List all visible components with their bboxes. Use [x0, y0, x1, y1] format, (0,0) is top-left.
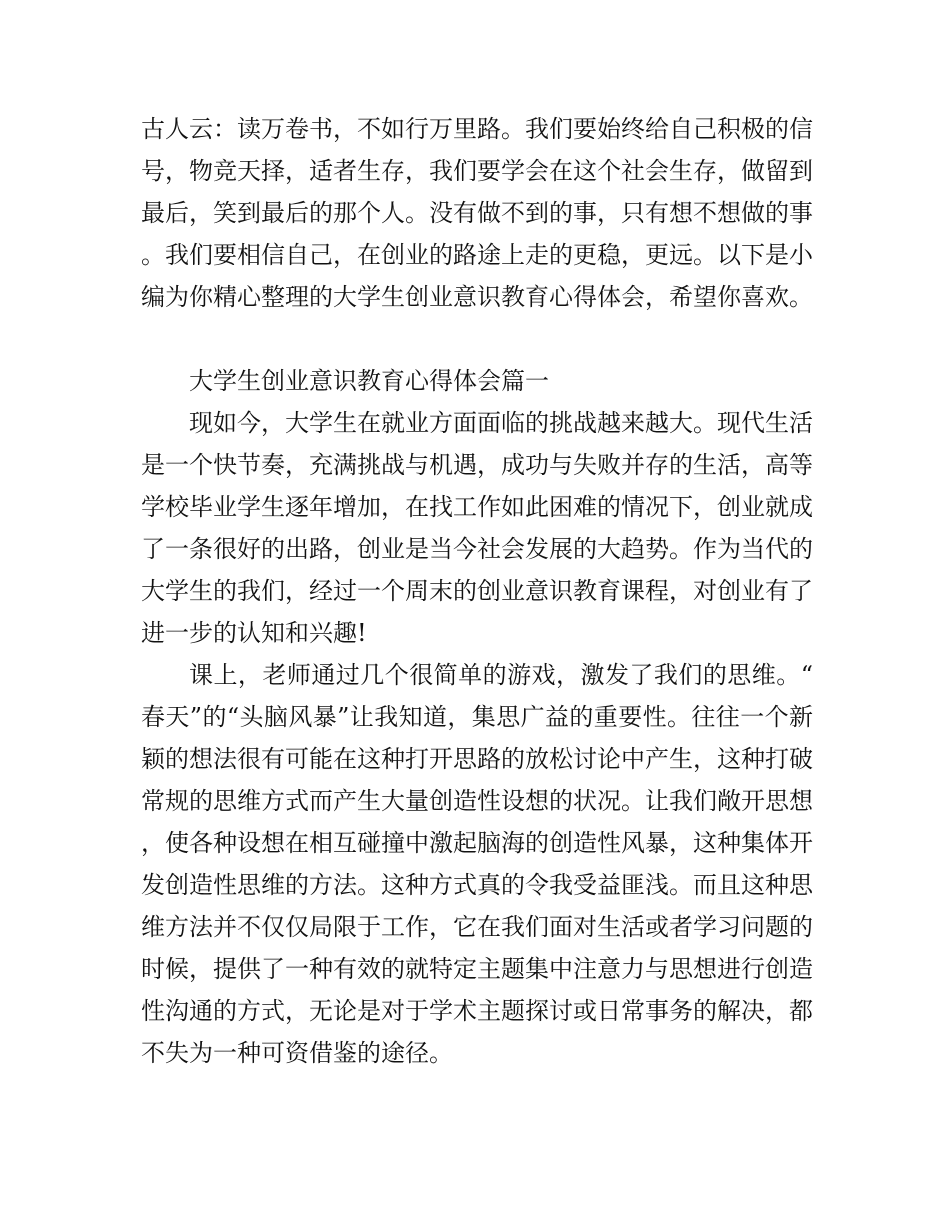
paragraph-spacer: [141, 318, 813, 360]
section-title: 大学生创业意识教育心得体会篇一: [189, 367, 549, 395]
body-paragraph-2: 课上，老师通过几个很简单的游戏，激发了我们的思维。“春天”的“头脑风暴”让我知道，集思广益的重要性。往往一个新颖的想法很有可能在这种打开思路的放松讨论中产生，这种打破常规的思维方式而产生大量创造性设想的状况。让我们敞开思想，使各种设想在相互碰撞中激起脑海的创造性风暴，这种集体开发创造性思维的方法。这种方式真的令我受益匪浅。而且这种思维方法并不仅仅局限于工作，它在我们面对生活或者学习问题的时候，提供了一种有效的就特定主题集中注意力与思想进行创造性沟通的方式，无论是对于学术主题探讨或日常事务的解决，都不失为一种可资借鉴的途径。: [141, 661, 813, 1067]
document-body: [141, 108, 813, 1074]
body-paragraph-1: 现如今，大学生在就业方面面临的挑战越来越大。现代生活是一个快节奏，充满挑战与机遇，成功与失败并存的生活，高等学校毕业学生逐年增加，在找工作如此困难的情况下，创业就成了一条很好的出路，创业是当今社会发展的大趋势。作为当代的大学生的我们，经过一个周末的创业意识教育课程，对创业有了进一步的认知和兴趣!: [141, 409, 813, 647]
intro-paragraph: 古人云：读万卷书，不如行万里路。我们要始终给自己积极的信号，物竞天择，适者生存，我们要学会在这个社会生存，做留到最后，笑到最后的那个人。没有做不到的事，只有想不想做的事。我们要相信自己，在创业的路途上走的更稳，更远。以下是小编为你精心整理的大学生创业意识教育心得体会，希望你喜欢。: [141, 115, 813, 311]
